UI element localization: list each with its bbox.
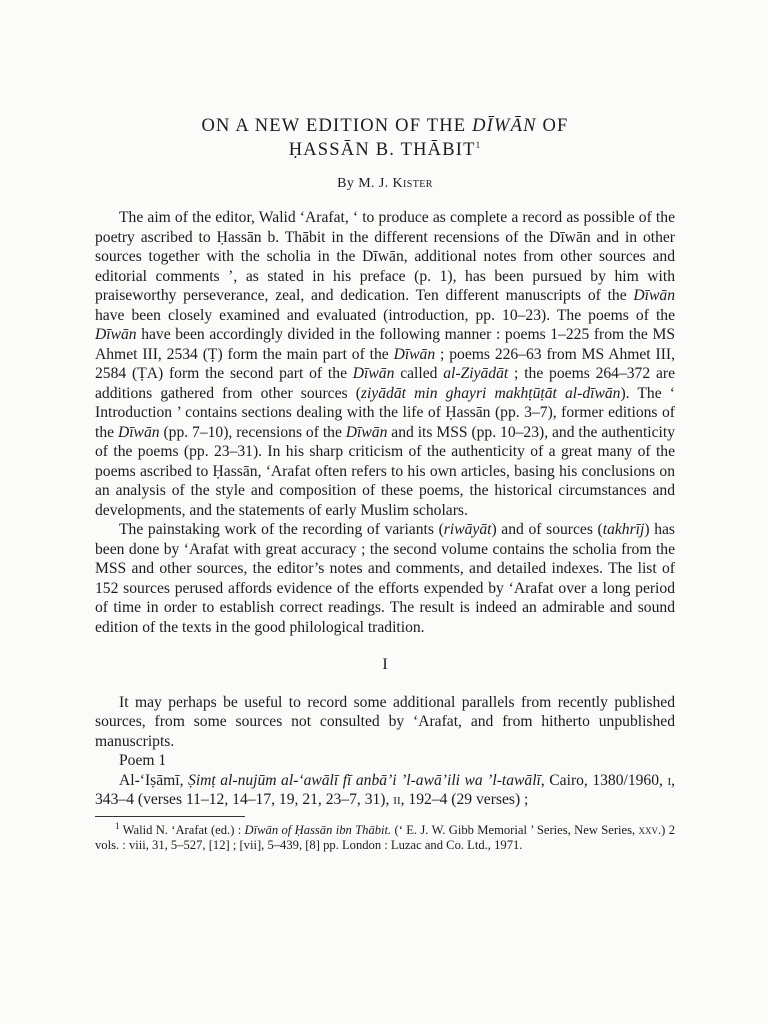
author-name: Kister bbox=[392, 176, 433, 191]
paragraph-2: The painstaking work of the recording of variants (riwāyāt) and of sources (takhrīj) has been done by ‘Arafat with great accuracy ; the second volume contains the scholia from the MSS and other sources, the editor’s notes and comments, and detailed indexes. The list of 152 sources perused affords evidence of the efforts expended by ‘Arafat over a long period of time in order to establish correct readings. The result is indeed an admirable and sound edition of the texts in the good philological tradition. bbox=[95, 521, 675, 636]
paragraph-3: It may perhaps be useful to record some additional parallels from recently published sources, from some sources not consulted by ‘Arafat, and from hitherto unpublished manuscripts. bbox=[95, 693, 675, 750]
title-line-1: ON A NEW EDITION OF THE DĪWĀN OF bbox=[201, 116, 569, 136]
title-footnote-marker: 1 bbox=[475, 139, 482, 150]
poem-heading: Poem 1 bbox=[119, 752, 167, 769]
footnote-marker: 1 bbox=[115, 820, 120, 831]
footnote-text: $^1$ Walid N. ‘Arafat (ed.) : Dīwān of Ḥassān ibn Thābit. (‘ E. J. W. Gibb Memorial ’ Series, New Series, xxv.) 2 vols. : viii, 31, 5–527, [12] ; [vii], 5–439, [8] pp. London : Luzac and Co. Ltd., 1971. bbox=[95, 820, 675, 852]
paragraph-4: Al-‘Iṣāmī, Ṣimṭ al-nujūm al-‘awālī fī anbā’i ’l-awā’ili wa ’l-tawālī, Cairo, 1380/1960, i, 343–4 (verses 11–12, 14–17, 19, 21, 23–7, 31), ii, 192–4 (29 verses) ; bbox=[95, 771, 676, 808]
article-body bbox=[95, 208, 675, 853]
article-title bbox=[95, 114, 675, 162]
section-number: I bbox=[382, 656, 388, 673]
title-line-2: ḤASSĀN B. THĀBIT$^1$ bbox=[288, 139, 482, 160]
paragraph-1: The aim of the editor, Walid ‘Arafat, ‘ to produce as complete a record as possible of the poetry ascribed to Ḥassān b. Thābit in the different recensions of the Dīwān and in other sources together with the scholia in the Dīwān, additional notes from other sources and editorial comments ’, as stated in his preface (p. 1), has been pursued by him with praiseworthy perseverance, zeal, and dedication. Ten different manuscripts of the Dīwān have been closely examined and evaluated (introduction, pp. 10–23). The poems of the Dīwān have been accordingly divided in the following manner : poems 1–225 from the MS Ahmet III, 2534 (Ṭ) form the main part of the Dīwān ; poems 226–63 from MS Ahmet III, 2584 (ṬA) form the second part of the Dīwān called al-Ziyādāt ; the poems 264–372 are additions gathered from other sources (ziyādāt min ghayri makhṭūṭāt al-dīwān). The ‘ Introduction ’ contains sections dealing with the life of Ḥassān (pp. 3–7), former editions of the Dīwān (pp. 7–10), recensions of the Dīwān and its MSS (pp. 10–23), and the authenticity of the poems (pp. 23–31). In his sharp criticism of the authenticity of a great many of the poems ascribed to Ḥassān, ‘Arafat often refers to his own articles, basing his conclusions on an analysis of the style and composition of these poems, the historical circumstances and developments, and the statements of early Muslim scholars. bbox=[95, 209, 675, 519]
footnote-rule bbox=[95, 816, 245, 817]
author-byline: By M. J. Kister bbox=[337, 176, 433, 191]
footnote bbox=[95, 820, 675, 853]
